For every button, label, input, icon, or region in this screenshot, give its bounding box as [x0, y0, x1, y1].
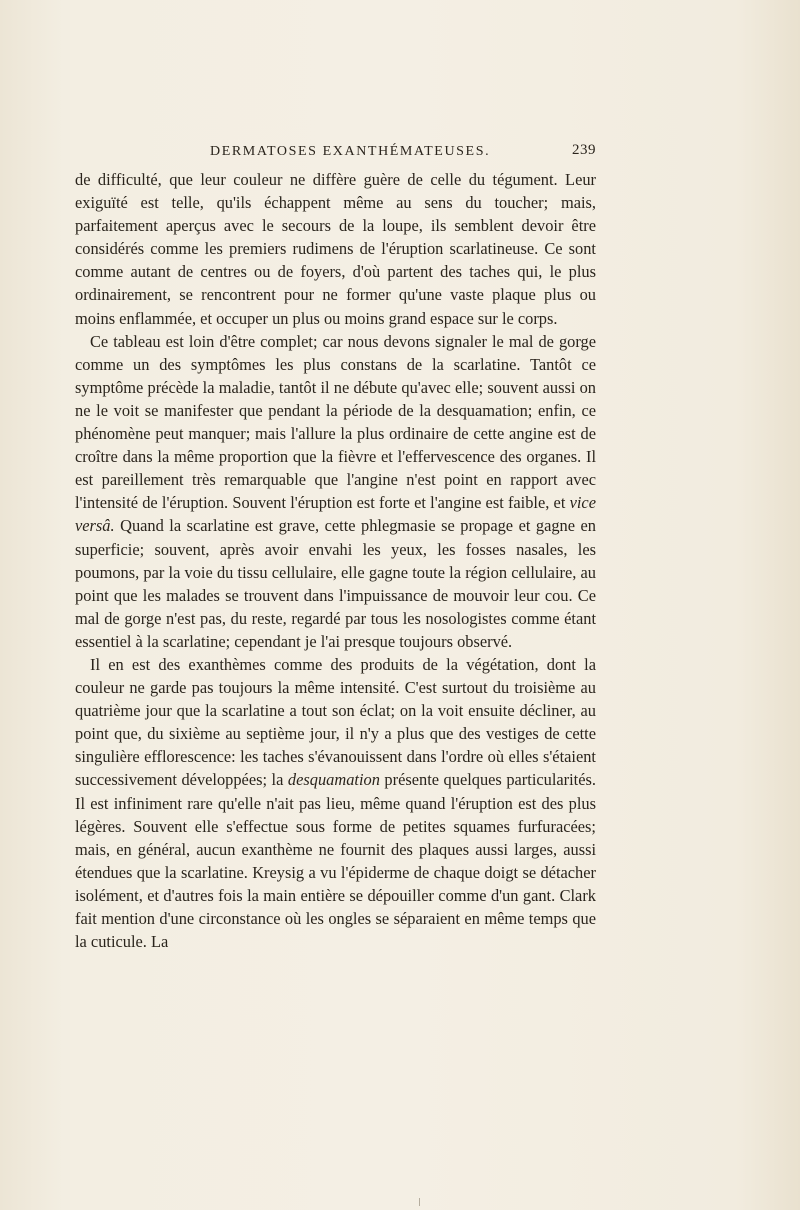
paragraph-2	[75, 330, 596, 653]
page-number: 239	[572, 142, 596, 158]
paragraph-3-text: Il en est des exanthèmes comme des produits de la végétation, dont la couleur ne garde pas toujours la même intensité. C'est surtout du troisième au quatrième jour que la scarlatine a tout son éclat; on la voit ensuite décliner, au point que, du sixième au septième jour, il n'y a plus que des vestiges de cette singulière efflorescence: les taches s'évanouissent dans l'ordre où elles s'étaient successivement développées; la	[75, 654, 596, 790]
running-title: DERMATOSES EXANTHÉMATEUSES.	[210, 144, 491, 159]
paragraph-3	[75, 653, 596, 953]
paragraph-1-text: de difficulté, que leur couleur ne diffère guère de celle du tégument. Leur exiguïté est telle, qu'ils échappent même au sens du toucher; mais, parfaitement aperçus avec le secours de la loupe, ils semblent devoir être considérés comme les premiers rudimens de l'éruption scarlatineuse. Ce sont comme autant de centres ou de foyers, d'où partent des taches qui, le plus ordinairement, se rencontrent pour ne former qu'une vaste plaque plus ou moins enflammée, et occuper un plus ou moins grand espace sur le corps.	[75, 170, 596, 328]
page-edge-mark	[419, 1198, 420, 1206]
paragraph-2-text: Ce tableau est loin d'être complet; car nous devons signaler le mal de gorge comme un des symptômes les plus constans de la scarlatine. Tantôt ce symptôme précède la maladie, tantôt il ne débute qu'avec elle; souvent aussi on ne le voit se manifester que pendant la période de la desquamation; enfin, ce phénomène peut manquer; mais l'allure la plus ordinaire de cette angine est de croître dans la même proportion que la fièvre et l'effervescence des organes. Il est pareillement très remarquable que l'angine n'est point en rapport avec l'intensité de l'éruption. Souvent l'éruption est forte et l'angine est faible, et	[75, 331, 596, 513]
paragraph-2-after: Quand la scarlatine est grave, cette phlegmasie se propage et gagne en superficie; souvent, après avoir envahi les yeux, les fosses nasales, les poumons, par la voie du tissu cellulaire, elle gagne toute la région cellulaire, au point que les malades se trouvent dans l'impuissance de mouvoir leur cou. Ce mal de gorge n'est pas, du reste, regardé par tous les nosologistes comme étant essentiel à la scarlatine; cependant je l'ai presque toujours observé.	[75, 516, 596, 651]
paragraph-3-after: présente quelques particularités. Il est infiniment rare qu'elle n'ait pas lieu, même quand l'éruption est des plus légères. Souvent elle s'effectue sous forme de petites squames furfuracées; mais, en général, aucun exanthème ne fournit des plaques aussi larges, aussi étendues que la scarlatine. Kreysig a vu l'épiderme de chaque doigt se détacher isolément, et d'autres fois la main entière se dépouiller comme d'un gant. Clark fait mention d'une circonstance où les ongles se séparaient en même temps que la cuticule. La	[75, 770, 596, 952]
paragraph-2-italic: vice versâ.	[75, 493, 596, 536]
paragraph-1	[75, 168, 596, 330]
running-head	[75, 140, 596, 164]
body-text	[75, 168, 596, 953]
paragraph-3-italic: desquamation	[287, 770, 380, 790]
